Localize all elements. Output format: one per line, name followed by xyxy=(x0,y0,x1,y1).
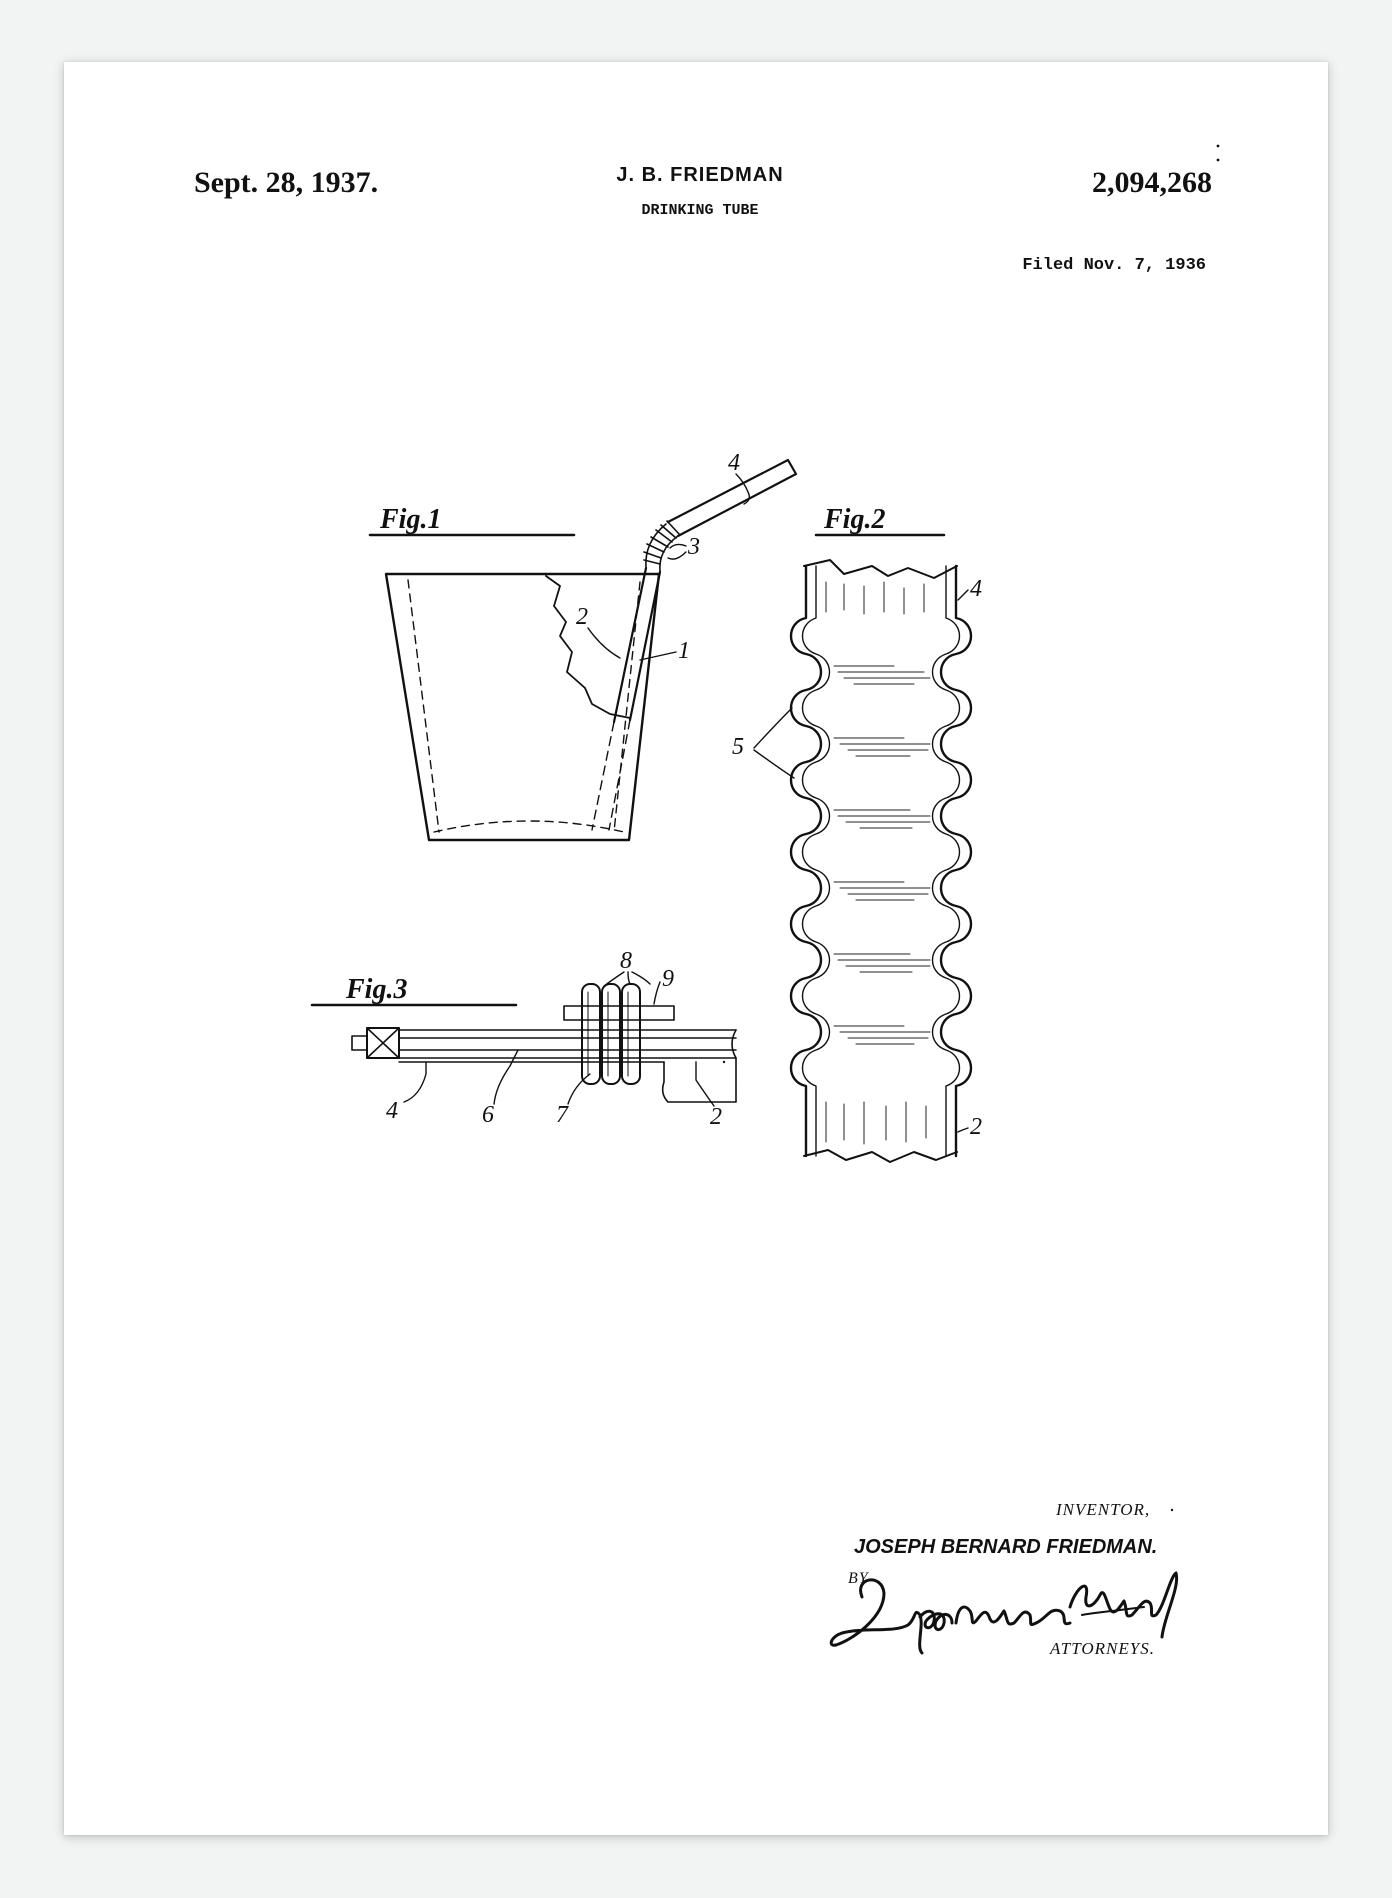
fig1-numeral-1: 1 xyxy=(678,638,690,664)
patent-number: 2,094,268 xyxy=(1092,166,1212,199)
fig1-numeral-2: 2 xyxy=(576,604,588,630)
patent-title: DRINKING TUBE xyxy=(641,202,759,219)
fig2-leader-4 xyxy=(958,590,968,600)
fig3-mandrel-stub xyxy=(352,1036,367,1050)
fig3-rod xyxy=(399,1030,736,1058)
speck xyxy=(1217,145,1220,148)
figure-2 xyxy=(732,504,982,1162)
fig2-numeral-2: 2 xyxy=(970,1114,982,1140)
tube-bottom-break xyxy=(804,1150,957,1162)
tube-top-break xyxy=(804,560,957,578)
fig2-label: Fig.2 xyxy=(824,504,886,535)
cup-bottom-dashed xyxy=(434,821,624,832)
inventor-label: INVENTOR, xyxy=(1056,1500,1151,1519)
fig3-numeral-8: 8 xyxy=(620,948,632,974)
fig3-leader-7 xyxy=(568,1074,590,1104)
fig3-tube-section xyxy=(663,1058,736,1102)
tube-shading xyxy=(826,582,930,1144)
by-label: BY xyxy=(848,1570,869,1587)
straw-visible xyxy=(614,568,660,722)
leader-3 xyxy=(668,544,686,559)
fig3-numeral-4: 4 xyxy=(386,1098,398,1124)
cup-cutaway-edge xyxy=(546,576,630,718)
inventor-header: J. B. FRIEDMAN xyxy=(616,164,784,186)
fig3-label: Fig.3 xyxy=(346,974,408,1005)
fig2-numeral-5: 5 xyxy=(732,734,744,760)
fig3-leader-4 xyxy=(404,1062,426,1102)
fig3-mandrel-x xyxy=(367,1028,399,1058)
figure-3 xyxy=(312,948,736,1130)
fig3-numeral-7: 7 xyxy=(556,1102,568,1128)
fig2-leader-5 xyxy=(754,708,794,778)
fig1-numeral-3: 3 xyxy=(688,534,700,560)
fig2-leader-2 xyxy=(958,1128,968,1132)
fig3-numeral-2: 2 xyxy=(710,1104,722,1130)
attorneys-label: ATTORNEYS. xyxy=(1050,1639,1155,1658)
speck xyxy=(723,1061,725,1063)
fig3-leader-2 xyxy=(696,1062,714,1106)
figure-1 xyxy=(370,450,796,840)
leader-1 xyxy=(640,652,676,660)
fig2-numeral-4: 4 xyxy=(970,576,982,602)
fig1-label: Fig.1 xyxy=(380,504,442,535)
filed-date: Filed Nov. 7, 1936 xyxy=(1022,256,1206,275)
fig3-numeral-9: 9 xyxy=(662,966,674,992)
fig3-numeral-6: 6 xyxy=(482,1102,494,1128)
inventor-name: JOSEPH BERNARD FRIEDMAN. xyxy=(854,1536,1158,1558)
straw-corrugations xyxy=(644,521,680,572)
patent-sheet xyxy=(64,62,1328,1835)
leader-2 xyxy=(588,628,620,658)
speck xyxy=(1171,1509,1173,1511)
speck xyxy=(1217,159,1220,162)
patent-date: Sept. 28, 1937. xyxy=(194,166,379,199)
fig3-leader-9 xyxy=(654,982,660,1004)
fig1-numeral-4: 4 xyxy=(728,450,740,476)
fig3-rod-end xyxy=(732,1030,736,1058)
cup-inner-wall xyxy=(408,580,640,832)
fig3-crimping-wheels xyxy=(582,984,640,1084)
